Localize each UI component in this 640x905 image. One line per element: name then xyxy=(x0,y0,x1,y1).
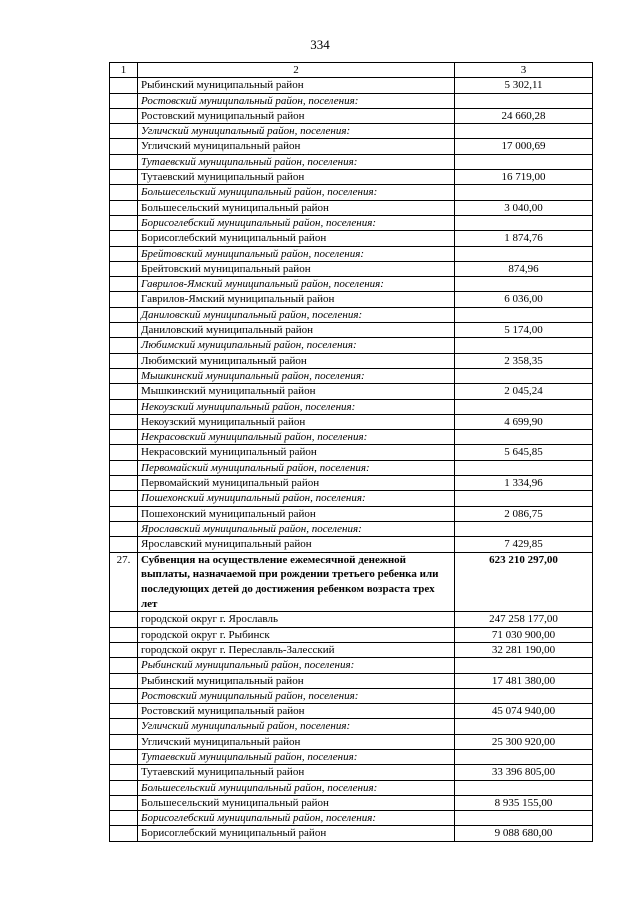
name-cell: городской округ г. Переславль-Залесский xyxy=(138,642,455,657)
value-cell xyxy=(455,521,593,536)
value-cell: 1 334,96 xyxy=(455,476,593,491)
index-cell xyxy=(110,612,138,627)
index-cell xyxy=(110,338,138,353)
section-title: Субвенция на осуществление ежемесячной денежной выплаты, назначаемой при рождении третьего ребенка или последующих детей до достижения ребенком возраста трех лет xyxy=(138,552,455,612)
value-cell xyxy=(455,399,593,414)
section-27-row xyxy=(110,552,593,612)
index-cell xyxy=(110,78,138,93)
index-cell xyxy=(110,673,138,688)
name-cell: Некоузский муниципальный район xyxy=(138,414,455,429)
name-cell: Пошехонский муниципальный район xyxy=(138,506,455,521)
name-cell: Любимский муниципальный район xyxy=(138,353,455,368)
value-cell xyxy=(455,430,593,445)
value-cell xyxy=(455,780,593,795)
subheading-cell: Брейтовский муниципальный район, поселения: xyxy=(138,246,455,261)
value-cell: 32 281 190,00 xyxy=(455,642,593,657)
table-row xyxy=(110,795,593,810)
subheading-cell: Тутаевский муниципальный район, поселения: xyxy=(138,154,455,169)
subheading-cell: Гаврилов-Ямский муниципальный район, поселения: xyxy=(138,277,455,292)
name-cell: Тутаевский муниципальный район xyxy=(138,765,455,780)
index-cell xyxy=(110,658,138,673)
value-cell: 5 174,00 xyxy=(455,323,593,338)
subheading-row xyxy=(110,521,593,536)
value-cell: 45 074 940,00 xyxy=(455,704,593,719)
value-cell xyxy=(455,93,593,108)
subheading-cell: Ростовский муниципальный район, поселения: xyxy=(138,93,455,108)
table-row xyxy=(110,108,593,123)
index-cell xyxy=(110,765,138,780)
value-cell xyxy=(455,124,593,139)
subheading-cell: Борисоглебский муниципальный район, поселения: xyxy=(138,811,455,826)
index-cell xyxy=(110,460,138,475)
value-cell: 33 396 805,00 xyxy=(455,765,593,780)
index-cell xyxy=(110,323,138,338)
value-cell: 9 088 680,00 xyxy=(455,826,593,841)
index-cell xyxy=(110,353,138,368)
subheading-row xyxy=(110,430,593,445)
table-row xyxy=(110,826,593,841)
name-cell: Тутаевский муниципальный район xyxy=(138,170,455,185)
table-row xyxy=(110,78,593,93)
table-row xyxy=(110,627,593,642)
name-cell: Ростовский муниципальный район xyxy=(138,108,455,123)
table-row xyxy=(110,414,593,429)
value-cell xyxy=(455,307,593,322)
table-row xyxy=(110,445,593,460)
value-cell xyxy=(455,491,593,506)
name-cell: Борисоглебский муниципальный район xyxy=(138,231,455,246)
index-cell xyxy=(110,642,138,657)
subheading-cell: Любимский муниципальный район, поселения: xyxy=(138,338,455,353)
index-cell xyxy=(110,384,138,399)
value-cell xyxy=(455,185,593,200)
subheading-row xyxy=(110,460,593,475)
value-cell xyxy=(455,277,593,292)
value-cell: 4 699,90 xyxy=(455,414,593,429)
subheading-cell: Некрасовский муниципальный район, поселения: xyxy=(138,430,455,445)
subheading-cell: Даниловский муниципальный район, поселения: xyxy=(138,307,455,322)
subheading-row xyxy=(110,246,593,261)
subheading-cell: Мышкинский муниципальный район, поселения: xyxy=(138,368,455,383)
subheading-cell: Угличский муниципальный район, поселения: xyxy=(138,719,455,734)
subheading-row xyxy=(110,658,593,673)
subheading-row xyxy=(110,93,593,108)
value-cell xyxy=(455,154,593,169)
index-cell xyxy=(110,154,138,169)
value-cell: 3 040,00 xyxy=(455,200,593,215)
page-number: 334 xyxy=(310,37,330,52)
name-cell: Даниловский муниципальный район xyxy=(138,323,455,338)
name-cell: Некрасовский муниципальный район xyxy=(138,445,455,460)
index-cell xyxy=(110,749,138,764)
index-cell xyxy=(110,414,138,429)
subheading-row xyxy=(110,719,593,734)
index-cell xyxy=(110,93,138,108)
subheading-row xyxy=(110,780,593,795)
value-cell: 2 045,24 xyxy=(455,384,593,399)
table-row xyxy=(110,642,593,657)
subheading-row xyxy=(110,811,593,826)
subheading-cell: Ярославский муниципальный район, поселения: xyxy=(138,521,455,536)
table-body xyxy=(110,63,593,842)
value-cell xyxy=(455,749,593,764)
value-cell: 8 935 155,00 xyxy=(455,795,593,810)
name-cell: Рыбинский муниципальный район xyxy=(138,673,455,688)
subheading-cell: Ростовский муниципальный район, поселения: xyxy=(138,688,455,703)
value-cell xyxy=(455,338,593,353)
index-cell xyxy=(110,231,138,246)
index-cell xyxy=(110,430,138,445)
name-cell: Большесельский муниципальный район xyxy=(138,795,455,810)
header-col-1: 1 xyxy=(110,63,138,78)
index-cell xyxy=(110,476,138,491)
subheading-cell: Большесельский муниципальный район, поселения: xyxy=(138,185,455,200)
index-cell xyxy=(110,811,138,826)
subheading-cell: Борисоглебский муниципальный район, поселения: xyxy=(138,215,455,230)
table-row xyxy=(110,612,593,627)
budget-table xyxy=(109,62,593,842)
index-cell xyxy=(110,719,138,734)
index-cell xyxy=(110,215,138,230)
value-cell: 2 358,35 xyxy=(455,353,593,368)
value-cell: 2 086,75 xyxy=(455,506,593,521)
subheading-row xyxy=(110,277,593,292)
subheading-cell: Пошехонский муниципальный район, поселения: xyxy=(138,491,455,506)
value-cell xyxy=(455,658,593,673)
index-cell xyxy=(110,506,138,521)
value-cell: 7 429,85 xyxy=(455,537,593,552)
index-cell xyxy=(110,704,138,719)
index-cell xyxy=(110,537,138,552)
index-cell xyxy=(110,734,138,749)
table-row xyxy=(110,537,593,552)
value-cell: 1 874,76 xyxy=(455,231,593,246)
header-col-3: 3 xyxy=(455,63,593,78)
value-cell xyxy=(455,215,593,230)
value-cell xyxy=(455,811,593,826)
subheading-row xyxy=(110,399,593,414)
index-cell xyxy=(110,368,138,383)
table-row xyxy=(110,323,593,338)
value-cell: 247 258 177,00 xyxy=(455,612,593,627)
name-cell: Гаврилов-Ямский муниципальный район xyxy=(138,292,455,307)
table-row xyxy=(110,384,593,399)
section-index: 27. xyxy=(110,552,138,612)
name-cell: городской округ г. Рыбинск xyxy=(138,627,455,642)
table-header-row xyxy=(110,63,593,78)
subheading-cell: Тутаевский муниципальный район, поселения: xyxy=(138,749,455,764)
value-cell: 17 481 380,00 xyxy=(455,673,593,688)
value-cell xyxy=(455,719,593,734)
name-cell: Мышкинский муниципальный район xyxy=(138,384,455,399)
value-cell: 5 645,85 xyxy=(455,445,593,460)
subheading-row xyxy=(110,338,593,353)
value-cell: 874,96 xyxy=(455,261,593,276)
value-cell xyxy=(455,368,593,383)
subheading-row xyxy=(110,185,593,200)
name-cell: Борисоглебский муниципальный район xyxy=(138,826,455,841)
subheading-cell: Первомайский муниципальный район, поселения: xyxy=(138,460,455,475)
subheading-row xyxy=(110,124,593,139)
index-cell xyxy=(110,307,138,322)
index-cell xyxy=(110,185,138,200)
subheading-row xyxy=(110,154,593,169)
value-cell xyxy=(455,688,593,703)
subheading-row xyxy=(110,688,593,703)
table-row xyxy=(110,506,593,521)
value-cell xyxy=(455,460,593,475)
index-cell xyxy=(110,521,138,536)
subheading-row xyxy=(110,749,593,764)
index-cell xyxy=(110,261,138,276)
index-cell xyxy=(110,445,138,460)
subheading-row xyxy=(110,307,593,322)
index-cell xyxy=(110,826,138,841)
index-cell xyxy=(110,124,138,139)
value-cell: 5 302,11 xyxy=(455,78,593,93)
table-row xyxy=(110,476,593,491)
name-cell: Большесельский муниципальный район xyxy=(138,200,455,215)
value-cell: 24 660,28 xyxy=(455,108,593,123)
subheading-cell: Угличский муниципальный район, поселения: xyxy=(138,124,455,139)
name-cell: Угличский муниципальный район xyxy=(138,139,455,154)
header-col-2: 2 xyxy=(138,63,455,78)
index-cell xyxy=(110,627,138,642)
table-row xyxy=(110,261,593,276)
name-cell: Ярославский муниципальный район xyxy=(138,537,455,552)
table-row xyxy=(110,765,593,780)
table-row xyxy=(110,170,593,185)
index-cell xyxy=(110,170,138,185)
table-row xyxy=(110,704,593,719)
subheading-cell: Некоузский муниципальный район, поселения: xyxy=(138,399,455,414)
index-cell xyxy=(110,292,138,307)
value-cell xyxy=(455,246,593,261)
name-cell: городской округ г. Ярославль xyxy=(138,612,455,627)
index-cell xyxy=(110,108,138,123)
subheading-cell: Большесельский муниципальный район, поселения: xyxy=(138,780,455,795)
subheading-row xyxy=(110,215,593,230)
subheading-cell: Рыбинский муниципальный район, поселения: xyxy=(138,658,455,673)
value-cell: 17 000,69 xyxy=(455,139,593,154)
index-cell xyxy=(110,795,138,810)
section-total: 623 210 297,00 xyxy=(455,552,593,612)
value-cell: 25 300 920,00 xyxy=(455,734,593,749)
index-cell xyxy=(110,200,138,215)
table-row xyxy=(110,200,593,215)
index-cell xyxy=(110,780,138,795)
name-cell: Угличский муниципальный район xyxy=(138,734,455,749)
name-cell: Ростовский муниципальный район xyxy=(138,704,455,719)
name-cell: Первомайский муниципальный район xyxy=(138,476,455,491)
value-cell: 6 036,00 xyxy=(455,292,593,307)
index-cell xyxy=(110,139,138,154)
index-cell xyxy=(110,491,138,506)
value-cell: 71 030 900,00 xyxy=(455,627,593,642)
table-row xyxy=(110,353,593,368)
table-row xyxy=(110,673,593,688)
table-row xyxy=(110,231,593,246)
table-row xyxy=(110,734,593,749)
value-cell: 16 719,00 xyxy=(455,170,593,185)
subheading-row xyxy=(110,368,593,383)
index-cell xyxy=(110,399,138,414)
index-cell xyxy=(110,277,138,292)
index-cell xyxy=(110,688,138,703)
index-cell xyxy=(110,246,138,261)
subheading-row xyxy=(110,491,593,506)
table-row xyxy=(110,139,593,154)
table-row xyxy=(110,292,593,307)
name-cell: Рыбинский муниципальный район xyxy=(138,78,455,93)
name-cell: Брейтовский муниципальный район xyxy=(138,261,455,276)
